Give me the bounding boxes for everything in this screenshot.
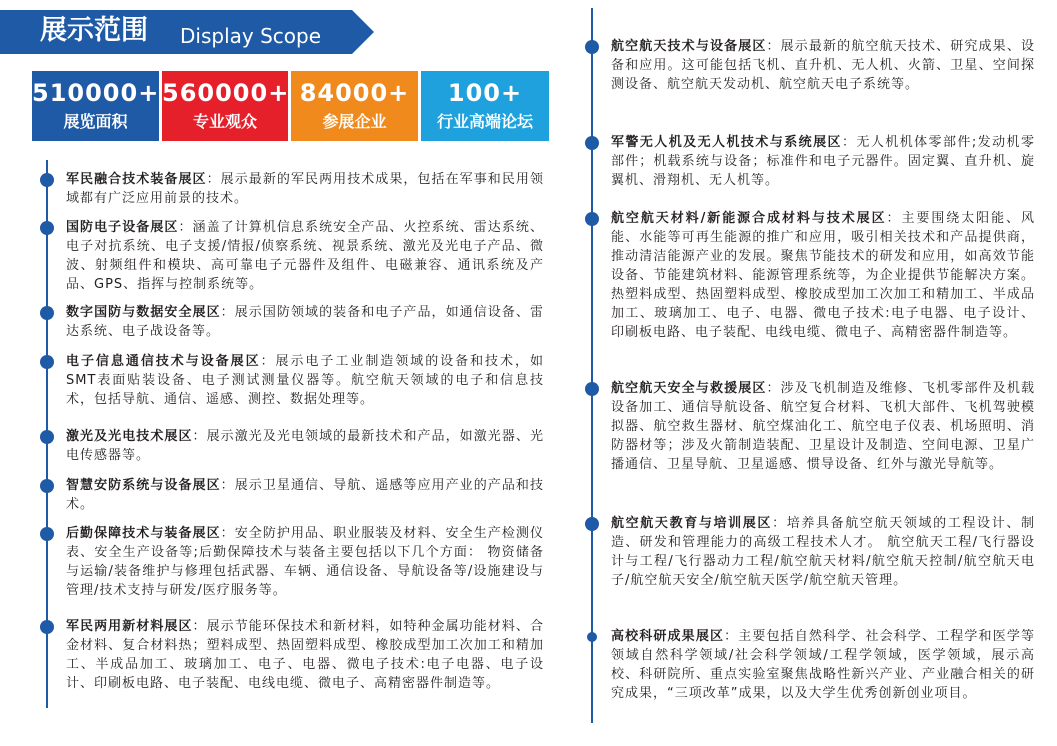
zone-separator: ： (206, 172, 221, 187)
stat-exhibition-area (32, 71, 159, 141)
zone-title: 电子信息通信技术与设备展区 (66, 354, 261, 369)
zone-separator: ： (192, 619, 207, 634)
zone-item (611, 37, 1035, 94)
zone-item (66, 170, 544, 208)
stat-value: 100+ (447, 79, 523, 107)
zone-description: 展示节能环保技术和新材料，如特种金属功能材料、合金材料、复合材料热；塑料成型、热固塑料成型、橡胶成型加工次加工和精加工、半成品加工、玻璃加工、电子、电器、微电子技术:电子电器、电子设计、印刷板电路、电子装配、电线电缆、微电子、高精密器件制造等。 (66, 619, 544, 691)
zone-title: 军民两用新材料展区 (66, 619, 193, 634)
zone-item (66, 427, 544, 465)
bullet-dot (40, 527, 54, 541)
zone-separator: ： (772, 516, 787, 531)
zone-item (66, 476, 544, 514)
zone-title: 军民融合技术装备展区 (66, 172, 207, 187)
zone-description: 主要包括自然科学、社会科学、工程学和医学等领域自然科学领域/社会科学领域/工程学领域，医学领域，展示高校、科研院所、重点实验室聚焦战略性新兴产业、产业融合相关的研究成果，“三项改革”成果，以及大学生优秀创新创业项目。 (611, 629, 1035, 701)
bullet-dot (40, 620, 54, 634)
zone-item (66, 524, 544, 600)
stat-label: 展览面积 (63, 112, 128, 131)
zone-title: 军警无人机及无人机技术与系统展区 (611, 135, 842, 150)
stat-value: 560000+ (162, 79, 290, 107)
zone-title: 后勤保障技术与装备展区 (66, 526, 221, 541)
zone-separator: ： (220, 305, 235, 320)
zone-title: 智慧安防系统与设备展区 (66, 478, 221, 493)
zone-description: 展示电子工业制造领域的设备和技术，如SMT表面贴装设备、电子测试测量仪器等。航空航天领域的电子和信息技术，包括导航、通信、遥感、测控、数据处理等。 (66, 354, 544, 407)
zone-separator: ： (766, 381, 781, 396)
zone-item (66, 218, 544, 294)
zone-item (66, 303, 544, 341)
bullet-dot (40, 430, 54, 444)
zone-title: 高校科研成果展区 (611, 629, 725, 644)
bullet-dot (585, 212, 599, 226)
zone-title: 激光及光电技术展区 (66, 429, 193, 444)
zone-separator: ： (178, 220, 193, 235)
zone-separator: ： (220, 526, 235, 541)
zone-title: 航空航天材料/新能源合成材料与技术展区 (611, 211, 887, 226)
zone-item (611, 514, 1035, 590)
zone-description: 无人机机体零部件;发动机零部件；机载系统与设备；标准件和电子元器件。固定翼、直升机、旋翼机、滑翔机、无人机等。 (611, 135, 1035, 188)
zone-separator: ： (724, 629, 739, 644)
zone-title: 国防电子设备展区 (66, 220, 179, 235)
zone-description: 展示国防领域的装备和电子产品，如通信设备、雷达系统、电子战设备等。 (66, 305, 544, 339)
zone-item (66, 617, 544, 693)
stat-exhibitors (291, 71, 418, 141)
zone-item (611, 379, 1035, 474)
stat-value: 510000+ (32, 79, 160, 107)
zone-description: 安全防护用品、职业服装及材料、安全生产检测仪表、安全生产设备等;后勤保障技术与装备主要包括以下几个方面： 物资储备与运输/装备维护与修理包括武器、车辆、通信设备、导航设备等/设施建设与管理/技术支持与研发/医疗服务等。 (66, 526, 544, 598)
bullet-dot (40, 355, 54, 369)
stat-forums (421, 71, 549, 141)
stat-label: 专业观众 (192, 112, 257, 131)
zone-description: 涵盖了计算机信息系统安全产品、火控系统、雷达系统、电子对抗系统、电子支援/情报/侦察系统、视景系统、激光及光电子产品、微波、射频组件和模块、高可靠电子元器件及组件、电磁兼容、通讯系统及产品、GPS、指挥与控制系统等。 (66, 220, 544, 292)
section-subtitle: Display Scope (180, 24, 322, 48)
zone-item (611, 209, 1035, 342)
zone-separator: ： (192, 429, 207, 444)
zone-separator: ： (886, 211, 902, 226)
zone-description: 展示最新的军民两用技术成果，包括在军事和民用领域都有广泛应用前景的技术。 (66, 172, 544, 206)
right-timeline-line (591, 8, 593, 723)
bullet-dot (585, 40, 599, 54)
zone-item (66, 352, 544, 409)
zone-description: 展示卫星通信、导航、遥感等应用产业的产品和技术。 (66, 478, 544, 512)
zone-description: 培养具备航空航天领域的工程设计、制造、研发和管理能力的高级工程技术人才。 航空航天工程/飞行器设计与工程/飞行器动力工程/航空航天材料/航空航天控制/航空航天电子/航空航天安全/航空航天医学/航空航天管理。 (611, 516, 1035, 588)
zone-item (611, 627, 1035, 703)
zone-title: 航空航天教育与培训展区 (611, 516, 773, 531)
bullet-dot (587, 632, 597, 642)
zone-description: 涉及飞机制造及维修、飞机零部件及机载设备加工、通信导航设备、航空复合材料、飞机大部件、飞机驾驶模拟器、航空救生器材、航空煤油化工、航空电子仪表、机场照明、消防器材等；涉及火箭制造装配、卫星设计及制造、空间电源、卫星广播通信、卫星导航、卫星遥感、惯导设备、红外与激光导航等。 (611, 381, 1035, 472)
zone-description: 展示激光及光电领域的最新技术和产品，如激光器、光电传感器等。 (66, 429, 544, 463)
bullet-dot (40, 173, 54, 187)
zone-description: 主要围绕太阳能、风能、水能等可再生能源的推广和应用，吸引相关技术和产品提供商，推动清洁能源产业的发展。聚焦节能技术的研发和应用，如高效节能设备、节能建筑材料、能源管理系统等，为企业提供节能解决方案。热塑料成型、热固塑料成型、橡胶成型加工次加工和精加工、半成品加工、玻璃加工、电子、电器、微电子技术:电子电器、电子设计、印刷板电路、电子装配、电线电缆、微电子、高精密器件制造等。 (611, 211, 1035, 340)
stat-professional-visitors (162, 71, 288, 141)
bullet-dot (40, 306, 54, 320)
bullet-dot (585, 517, 599, 531)
stat-label: 行业高端论坛 (436, 112, 533, 131)
bullet-dot (40, 479, 54, 493)
zone-separator: ： (260, 354, 276, 369)
zone-separator: ： (841, 135, 857, 150)
stat-label: 参展企业 (322, 112, 387, 131)
bullet-dot (585, 382, 599, 396)
bullet-dot (40, 221, 54, 235)
stat-value: 84000+ (299, 79, 410, 107)
zone-title: 航空航天安全与救援展区 (611, 381, 767, 396)
zone-separator: ： (220, 478, 235, 493)
zone-item (611, 133, 1035, 190)
zone-separator: ： (766, 39, 781, 54)
zone-title: 数字国防与数据安全展区 (66, 305, 221, 320)
section-title: 展示范围 (40, 15, 148, 46)
bullet-dot (585, 136, 599, 150)
zone-title: 航空航天技术与设备展区 (611, 39, 767, 54)
zone-description: 展示最新的航空航天技术、研究成果、设备和应用。这可能包括飞机、直升机、无人机、火箭、卫星、空间探测设备、航空航天发动机、航空航天电子系统等。 (611, 39, 1035, 92)
